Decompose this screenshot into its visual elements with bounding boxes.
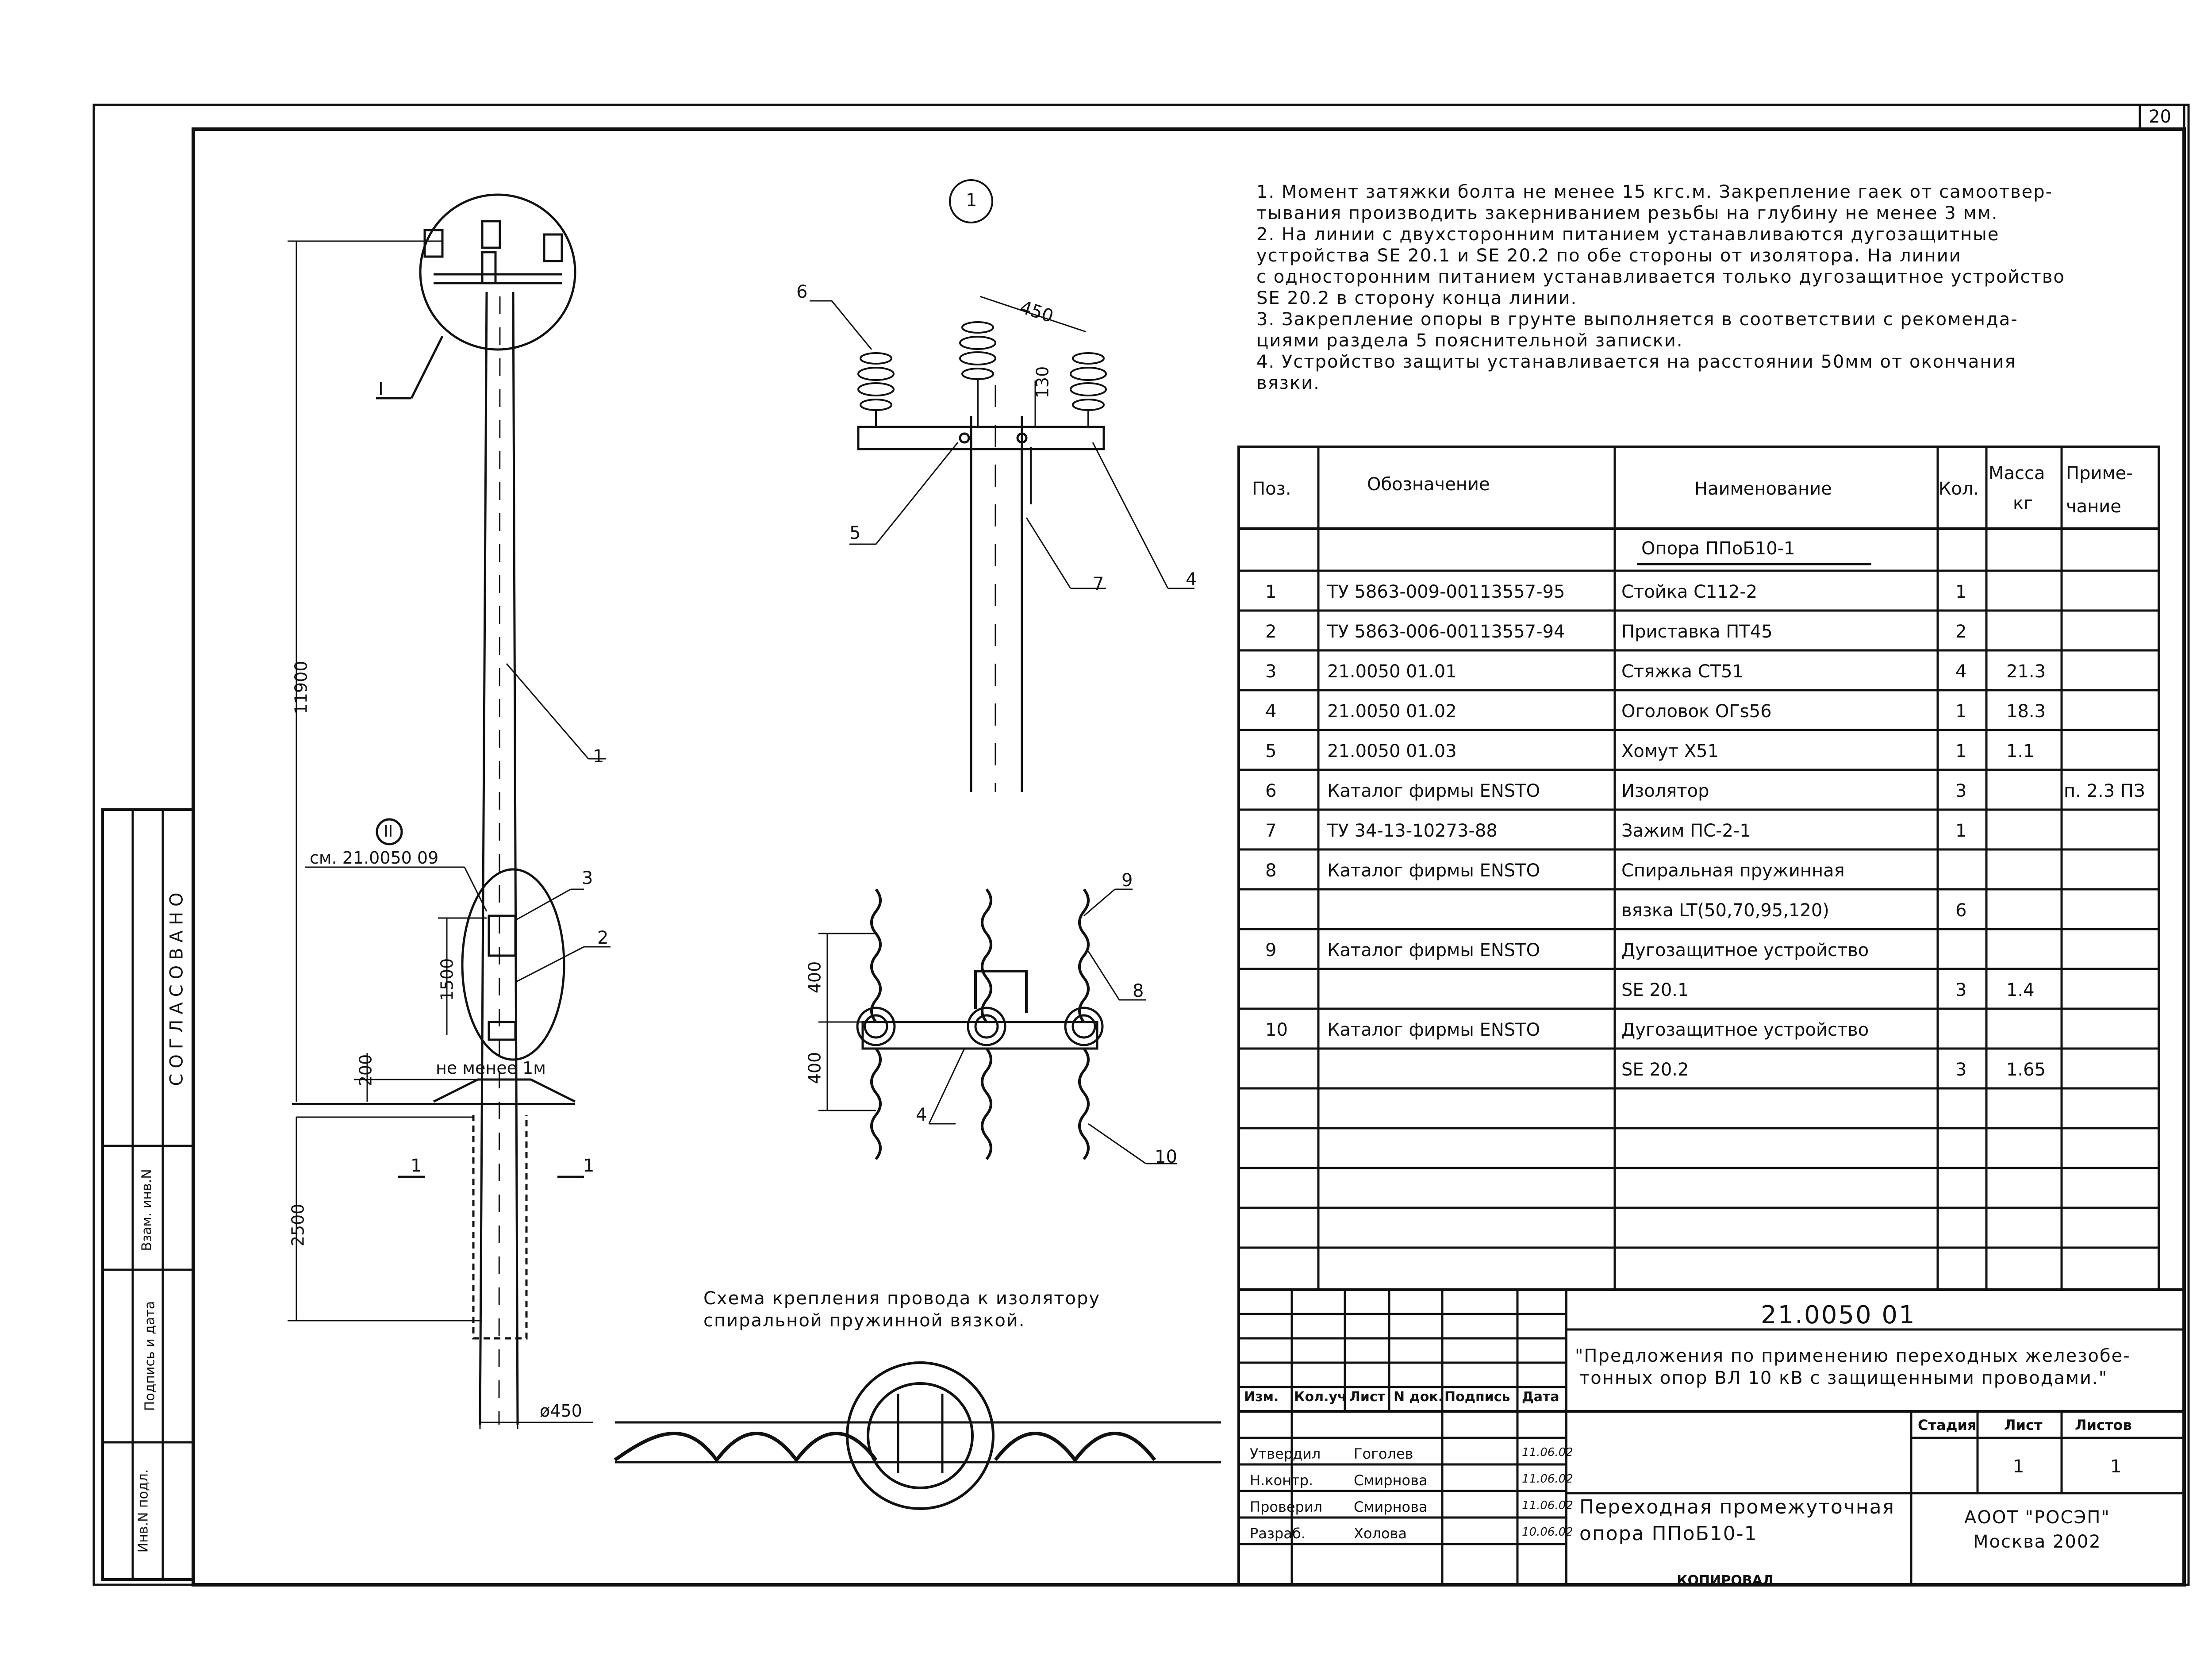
spec-cell-name: Изолятор [1621, 781, 1709, 801]
note-line: SE 20.2 в сторону конца линии. [1256, 288, 1578, 308]
spec-cell-pos: 8 [1265, 861, 1277, 881]
stamp-vzam: Взам. инв.N [139, 1169, 155, 1251]
pos-4-label: 4 [1186, 569, 1197, 590]
callout-II: II [384, 822, 393, 841]
spec-cell-mass: 18.3 [2006, 701, 2046, 722]
spec-cell-note: п. 2.3 ПЗ [2064, 781, 2145, 801]
spec-cell-pos: 3 [1265, 661, 1277, 682]
header-note-2: чание [2066, 496, 2121, 517]
rev-header-ndok: N док. [1394, 1389, 1444, 1405]
signature-date: 11.06.02 [1522, 1499, 1573, 1512]
drawing-name-line-1: Переходная промежуточная [1579, 1496, 1895, 1518]
dim-450: 450 [1017, 297, 1056, 327]
spec-cell-name: Дугозащитное устройство [1621, 940, 1869, 961]
sheets-header: Листов [2075, 1417, 2132, 1433]
note-line: циями раздела 5 пояснительной записки. [1256, 330, 1683, 351]
spec-cell-qty: 1 [1955, 701, 1967, 722]
pos-5-label: 5 [849, 523, 861, 543]
binding-pos-4: 4 [916, 1105, 927, 1125]
spec-cell-qty: 6 [1955, 900, 1967, 921]
spec-cell-designation: ТУ 5863-009-00113557-95 [1327, 582, 1565, 602]
binding-caption-line-1: Схема крепления провода к изолятору [703, 1288, 1101, 1309]
pos-2-label: 2 [597, 928, 609, 948]
note-line: устройства SE 20.1 и SE 20.2 по обе стороны от изолятора. На линии [1256, 246, 1962, 266]
pos-3-label: 3 [582, 868, 593, 888]
spec-cell-qty: 3 [1955, 781, 1967, 801]
spec-cell-designation: Каталог фирмы ENSTO [1327, 781, 1540, 801]
city-year: Москва 2002 [1973, 1532, 2101, 1552]
header-qty: Кол. [1939, 479, 1979, 499]
header-name: Наименование [1694, 479, 1832, 499]
note-line: 3. Закрепление опоры в грунте выполняется в соответствии с рекоменда- [1256, 309, 2018, 330]
organization: АООТ "РОСЭП" [1964, 1507, 2110, 1528]
spec-cell-qty: 2 [1955, 622, 1967, 642]
project-title-line-1: "Предложения по применению переходных железобе- [1575, 1346, 2131, 1366]
diameter-label: ø450 [540, 1401, 582, 1421]
note-line: 1. Момент затяжки болта не менее 15 кгс.м. Закрепление гаек от самоотвер- [1256, 182, 2053, 202]
signature-role: Проверил [1250, 1498, 1323, 1515]
pos-10-label: 10 [1155, 1147, 1177, 1167]
spec-cell-designation: 21.0050 01.03 [1327, 741, 1457, 761]
spec-cell-designation: 21.0050 01.02 [1327, 701, 1457, 722]
spec-cell-qty: 1 [1955, 741, 1967, 761]
spec-cell-pos: 10 [1265, 1020, 1288, 1040]
general-notes [1256, 181, 2065, 394]
pos-6-label: 6 [796, 282, 808, 302]
sheet-value: 1 [2013, 1456, 2024, 1477]
agreed-stamp: СОГЛАСОВАНО [166, 887, 187, 1086]
spec-cell-designation: 21.0050 01.01 [1327, 661, 1457, 682]
sheets-value: 1 [2110, 1456, 2122, 1477]
stamp-inv-podl: Инв.N подл. [135, 1469, 151, 1553]
rev-header-izm: Изм. [1244, 1389, 1279, 1405]
spec-cell-qty: 1 [1955, 821, 1967, 841]
dim-1500: 1500 [437, 958, 457, 1001]
spec-cell-mass: 1.1 [2006, 741, 2035, 761]
spec-cell-designation: ТУ 34-13-10273-88 [1327, 821, 1498, 841]
rev-header-list: Лист [1349, 1389, 1386, 1405]
signature-name: Холова [1354, 1525, 1407, 1542]
min-depth-note: не менее 1м [436, 1058, 546, 1078]
pos-9-label: 9 [1121, 870, 1133, 891]
spec-cell-name: SE 20.2 [1621, 1060, 1689, 1080]
header-note-1: Приме- [2066, 463, 2133, 484]
section-mark-right: 1 [583, 1156, 595, 1176]
note-line: с односторонним питанием устанавливается только дугозащитное устройство [1256, 267, 2065, 287]
header-mass-2: кг [2013, 493, 2033, 514]
sheet-header: Лист [2004, 1417, 2043, 1433]
spec-cell-name: Приставка ПТ45 [1621, 622, 1773, 642]
note-line: вязки. [1256, 373, 1320, 393]
signature-role: Разраб. [1250, 1525, 1306, 1542]
note-line: 4. Устройство защиты устанавливается на расстоянии 50мм от окончания [1256, 352, 2016, 372]
spec-cell-pos: 2 [1265, 622, 1277, 642]
header-designation: Обозначение [1367, 474, 1490, 495]
spec-cell-qty: 4 [1955, 661, 1967, 682]
spec-cell-pos: 6 [1265, 781, 1277, 801]
section-mark-left: 1 [411, 1156, 422, 1176]
spec-cell-pos: 5 [1265, 741, 1277, 761]
assembly-title: Опора ППоБ10-1 [1641, 538, 1795, 559]
spec-cell-qty: 3 [1955, 1060, 1967, 1080]
note-line: 2. На линии с двухсторонним питанием устанавливаются дугозащитные [1256, 224, 2000, 245]
header-mass-1: Масса [1989, 463, 2045, 484]
spec-cell-pos: 4 [1265, 701, 1277, 722]
stamp-podpis-data: Подпись и дата [142, 1301, 158, 1411]
spec-cell-name: Стойка С112-2 [1621, 582, 1758, 602]
doc-code: 21.0050 01 [1761, 1301, 1916, 1329]
spec-cell-qty: 1 [1955, 582, 1967, 602]
signature-role: Н.контр. [1250, 1472, 1313, 1489]
spec-cell-name: Зажим ПС-2-1 [1621, 821, 1751, 841]
pos-8-label: 8 [1133, 981, 1144, 1001]
spec-cell-mass: 1.65 [2006, 1060, 2046, 1080]
dim-2500: 2500 [288, 1203, 308, 1247]
spec-cell-name: Дугозащитное устройство [1621, 1020, 1869, 1040]
pos-7-label: 7 [1093, 574, 1104, 594]
dim-200: 200 [356, 1054, 376, 1087]
spec-cell-mass: 21.3 [2006, 661, 2046, 682]
signature-name: Смирнова [1354, 1472, 1428, 1489]
detail-number: 1 [966, 190, 977, 211]
dim-400-bottom: 400 [805, 1052, 825, 1084]
spec-cell-pos: 1 [1265, 582, 1277, 602]
spec-cell-name: Стяжка СТ51 [1621, 661, 1743, 682]
binding-caption-line-2: спиральной пружинной вязкой. [703, 1310, 1025, 1331]
spec-cell-qty: 3 [1955, 980, 1967, 1000]
spec-cell-name: Оголовок ОГs56 [1621, 701, 1772, 722]
spec-cell-name: Хомут Х51 [1621, 741, 1719, 761]
signature-date: 11.06.02 [1522, 1446, 1573, 1459]
spec-cell-designation: Каталог фирмы ENSTO [1327, 861, 1540, 881]
spec-cell-designation: ТУ 5863-006-00113557-94 [1327, 622, 1565, 642]
dim-400-top: 400 [805, 961, 825, 994]
rev-header-podpis: Подпись [1444, 1389, 1510, 1405]
spec-cell-pos: 9 [1265, 940, 1277, 961]
drawing-name-line-2: опора ППоБ10-1 [1579, 1522, 1758, 1545]
rev-header-data: Дата [1522, 1389, 1559, 1405]
spec-cell-designation: Каталог фирмы ENSTO [1327, 940, 1540, 961]
signature-date: 11.06.02 [1522, 1472, 1573, 1486]
dim-11900: 11900 [291, 661, 311, 715]
rev-header-kol: Кол.уч [1294, 1389, 1347, 1405]
sheet-number: 20 [2149, 107, 2171, 127]
spec-cell-name: вязка LT(50,70,95,120) [1621, 900, 1829, 921]
note-line: тывания производить закерниванием резьбы на глубину не менее 3 мм. [1256, 203, 1998, 223]
signature-date: 10.06.02 [1522, 1525, 1573, 1539]
spec-cell-name: SE 20.1 [1621, 980, 1689, 1000]
dim-130: 130 [1033, 366, 1052, 399]
pos-1-label: 1 [593, 746, 604, 767]
callout-I: I [378, 379, 384, 400]
spec-cell-pos: 7 [1265, 821, 1277, 841]
spec-cell-designation: Каталог фирмы ENSTO [1327, 1020, 1540, 1040]
signature-role: Утвердил [1250, 1445, 1321, 1462]
reference-note: см. 21.0050 09 [310, 848, 439, 868]
header-pos: Поз. [1252, 479, 1291, 499]
signature-name: Смирнова [1354, 1498, 1428, 1515]
spec-cell-mass: 1.4 [2006, 980, 2035, 1000]
copied-label: КОПИРОВАЛ [1677, 1573, 1774, 1588]
spec-cell-name: Спиральная пружинная [1621, 861, 1845, 881]
project-title-line-2: тонных опор ВЛ 10 кВ с защищенными проводами." [1579, 1368, 2108, 1388]
signature-name: Гоголев [1354, 1445, 1413, 1462]
stage-header: Стадия [1918, 1417, 1977, 1433]
